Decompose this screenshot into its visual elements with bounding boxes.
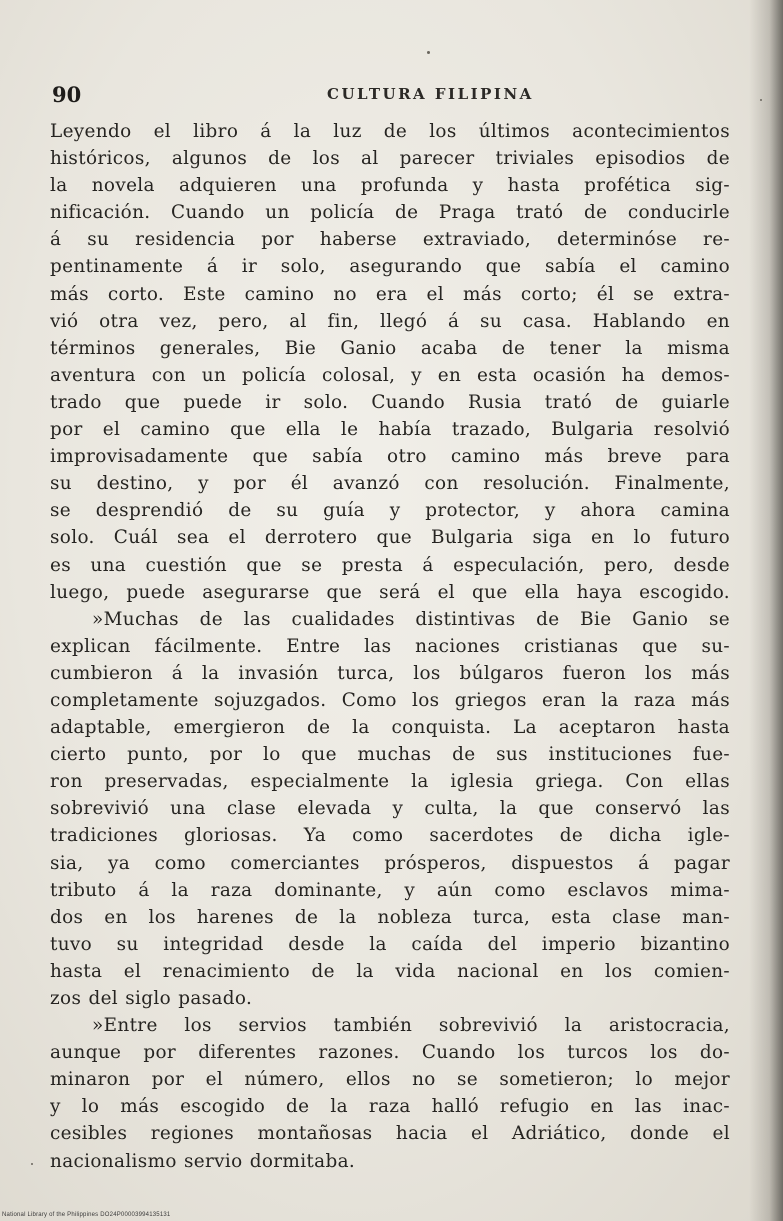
text-line: trado que puede ir solo. Cuando Rusia trató de guiarle bbox=[50, 391, 730, 413]
running-head: CULTURA FILIPINA bbox=[327, 85, 534, 103]
body-text bbox=[50, 118, 730, 1175]
text-line: nificación. Cuando un policía de Praga trató de conducirle bbox=[50, 202, 730, 224]
text-line: su destino, y por él avanzó con resolución. Finalmente, bbox=[50, 473, 730, 495]
text-line: sia, ya como comerciantes prósperos, dispuestos á pagar bbox=[50, 852, 730, 874]
text-line: aventura con un policía colosal, y en esta ocasión ha demos- bbox=[50, 364, 730, 386]
ink-speck bbox=[31, 1163, 33, 1165]
text-line: tuvo su integridad desde la caída del imperio bizantino bbox=[50, 933, 730, 955]
page-edge-shadow bbox=[749, 0, 783, 1221]
text-line: zos del siglo pasado. bbox=[50, 988, 253, 1009]
text-line: por el camino que ella le había trazado, Bulgaria resolvió bbox=[50, 419, 730, 441]
page-number: 90 bbox=[52, 82, 82, 107]
text-line: pentinamente á ir solo, asegurando que sabía el camino bbox=[50, 256, 730, 278]
text-line: es una cuestión que se presta á especulación, pero, desde bbox=[50, 554, 730, 576]
text-line: más corto. Este camino no era el más corto; él se extra- bbox=[50, 283, 730, 305]
text-line: adaptable, emergieron de la conquista. La aceptaron hasta bbox=[50, 717, 730, 739]
text-line: solo. Cuál sea el derrotero que Bulgaria siga en lo futuro bbox=[50, 527, 730, 549]
text-line: términos generales, Bie Ganio acaba de tener la misma bbox=[50, 337, 730, 359]
text-line: luego, puede asegurarse que será el que ella haya escogido. bbox=[50, 581, 730, 603]
text-line: tradiciones gloriosas. Ya como sacerdotes de dicha igle- bbox=[50, 825, 730, 847]
text-line: la novela adquieren una profunda y hasta profética sig- bbox=[50, 175, 730, 197]
ink-speck bbox=[427, 51, 430, 54]
text-line: improvisadamente que sabía otro camino más breve para bbox=[50, 446, 730, 468]
scan-credit: National Library of the Philippines DO24P00003994135131 bbox=[2, 1212, 171, 1218]
text-line: »Muchas de las cualidades distintivas de Bie Ganio se bbox=[92, 608, 730, 630]
text-line: Leyendo el libro á la luz de los últimos acontecimientos bbox=[50, 121, 730, 142]
text-line: hasta el renacimiento de la vida nacional en los comien- bbox=[50, 960, 730, 982]
text-line: ron preservadas, especialmente la iglesia griega. Con ellas bbox=[50, 771, 730, 793]
text-line: nacionalismo servio dormitaba. bbox=[50, 1150, 356, 1172]
text-line: minaron por el número, ellos no se sometieron; lo mejor bbox=[50, 1069, 730, 1091]
text-line: cierto punto, por lo que muchas de sus instituciones fue- bbox=[50, 744, 730, 766]
text-line: cumbieron á la invasión turca, los búlgaros fueron los más bbox=[50, 662, 730, 684]
text-line: sobrevivió una clase elevada y culta, la que conservó las bbox=[50, 798, 730, 820]
text-line: se desprendió de su guía y protector, y ahora camina bbox=[50, 500, 730, 522]
text-line: explican fácilmente. Entre las naciones cristianas que su- bbox=[50, 635, 730, 657]
ink-speck bbox=[760, 99, 762, 101]
text-line: completamente sojuzgados. Como los griegos eran la raza más bbox=[50, 689, 730, 711]
text-line: »Entre los servios también sobrevivió la aristocracia, bbox=[92, 1015, 730, 1037]
text-line: cesibles regiones montañosas hacia el Adriático, donde el bbox=[50, 1123, 730, 1145]
text-line: dos en los harenes de la nobleza turca, esta clase man- bbox=[50, 906, 730, 928]
text-line: aunque por diferentes razones. Cuando los turcos los do- bbox=[50, 1042, 730, 1064]
page-header bbox=[52, 82, 728, 110]
text-line: á su residencia por haberse extraviado, determinóse re- bbox=[50, 229, 730, 251]
text-line: y lo más escogido de la raza halló refugio en las inac- bbox=[50, 1096, 730, 1118]
text-line: tributo á la raza dominante, y aún como esclavos mima- bbox=[50, 879, 730, 901]
text-line: vió otra vez, pero, al fin, llegó á su casa. Hablando en bbox=[50, 310, 730, 332]
text-line: históricos, algunos de los al parecer triviales episodios de bbox=[50, 148, 730, 170]
